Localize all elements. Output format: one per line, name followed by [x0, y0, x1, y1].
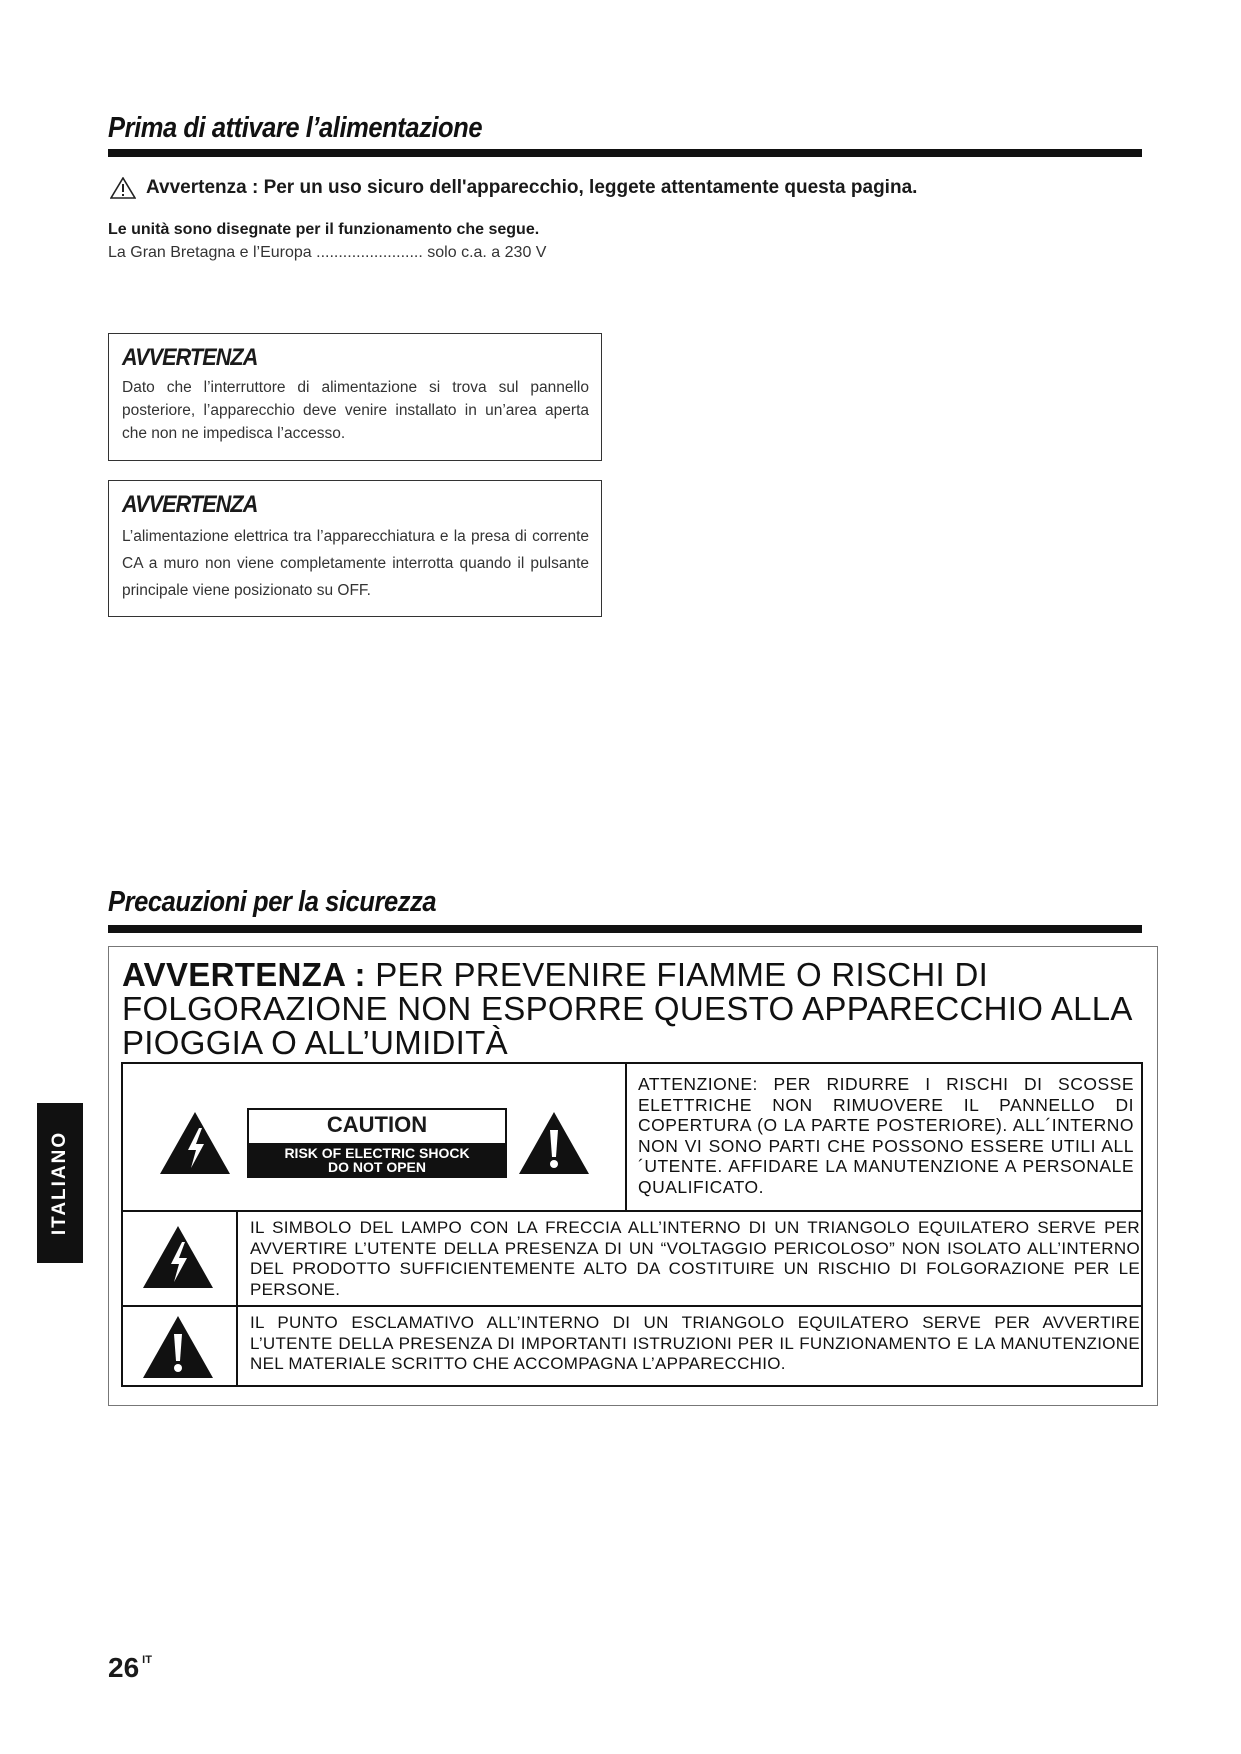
exclamation-symbol-text: IL PUNTO ESCLAMATIVO ALL’INTERNO DI UN TRIANGOLO EQUILATERO SERVE PER AVVERTIRE L’UTENTE DELLA PRESENZA DI IMPORTANTI ISTRUZIONI PER IL FUNZIONAMENTO E LA MANUTENZIONE NEL MATERIALE SCRITTO CHE ACCOMPAGNA L’APPARECCHIO.: [250, 1313, 1140, 1373]
table-divider: [625, 1062, 627, 1211]
warning-box-power: [108, 480, 602, 617]
language-side-tab: [37, 1103, 83, 1263]
warning-box-switch: [108, 333, 602, 461]
big-warning: [122, 958, 1152, 1060]
big-warning-text: PER PREVENIRE FIAMME O RISCHI DI FOLGORAZIONE NON ESPORRE QUESTO APPARECCHIO ALLA PIOGGIA O ALL’UMIDITÀ: [122, 956, 1131, 1061]
warning-triangle-icon: [110, 177, 136, 199]
lightning-symbol-text: IL SIMBOLO DEL LAMPO CON LA FRECCIA ALL’INTERNO DI UN TRIANGOLO EQUILATERO SERVE PER AVVERTIRE L’UTENTE DELLA PRESENZA DI UN “VOLTAGGIO PERICOLOSO” NON ISOLATO ALL’INTERNO DEL PRODOTTO SUFFICIENTEMENTE ALTO DA COSTITUIRE UN RISCHIO DI FOLGORAZIONE PER LE PERSONE.: [250, 1218, 1140, 1299]
language-tab-label: ITALIANO: [49, 1130, 70, 1236]
caution-line-2: DO NOT OPEN: [327, 1159, 426, 1175]
units-voltage-line: La Gran Bretagna e l’Europa ........................ solo c.a. a 230 V: [108, 244, 547, 261]
warning-box-text: L’alimentazione elettrica tra l’apparecchiatura e la presa di corrente CA a muro non viene completamente interrotta quando il pulsante principale viene posizionato su OFF.: [122, 528, 589, 599]
table-divider: [121, 1210, 1143, 1212]
attention-text: ATTENZIONE: PER RIDURRE I RISCHI DI SCOSSE ELETTRICHE NON RIMUOVERE IL PANNELLO DI COPERTURA (O LA PARTE POSTERIORE). ALL´INTERNO NON VI SONO PARTI CHE POSSONO ESSERE UTILI ALL´UTENTE. AFFIDARE LA MANUTENZIONE A PERSONALE QUALIFICATO.: [638, 1074, 1134, 1197]
page-number-suffix: IT: [142, 1654, 152, 1666]
title-rule: [108, 149, 1142, 157]
caution-line-1: RISK OF ELECTRIC SHOCK: [284, 1145, 470, 1161]
warning-box-heading: AVVERTENZA: [122, 491, 258, 518]
table-divider: [236, 1210, 238, 1386]
exclamation-triangle-icon: [517, 1110, 591, 1176]
safety-warning-line: [110, 177, 917, 199]
title-rule: [108, 925, 1142, 933]
caution-band: [249, 1143, 505, 1176]
page-number: [108, 1652, 152, 1684]
section-title-power: Prima di attivare l’alimentazione: [108, 112, 483, 144]
section-title-safety: Precauzioni per la sicurezza: [108, 886, 437, 918]
lightning-triangle-icon: [158, 1110, 232, 1176]
warning-box-heading: AVVERTENZA: [122, 344, 258, 371]
table-divider: [121, 1305, 1143, 1307]
big-warning-keyword: AVVERTENZA :: [122, 956, 366, 993]
exclamation-triangle-icon: [141, 1314, 215, 1380]
caution-title: CAUTION: [326, 1112, 428, 1137]
lightning-triangle-icon: [141, 1224, 215, 1290]
warning-box-text: Dato che l’interruttore di alimentazione si trova sul pannello posteriore, l’apparecchio deve venire installato in un’area aperta che non ne impedisca l’accesso.: [122, 379, 589, 442]
warning-line-text: Avvertenza : Per un uso sicuro dell'apparecchio, leggete attentamente questa pagina.: [146, 177, 918, 198]
page-number-value: 26: [108, 1652, 140, 1683]
caution-label: [247, 1108, 507, 1178]
units-heading: Le unità sono disegnate per il funzionamento che segue.: [108, 221, 540, 238]
